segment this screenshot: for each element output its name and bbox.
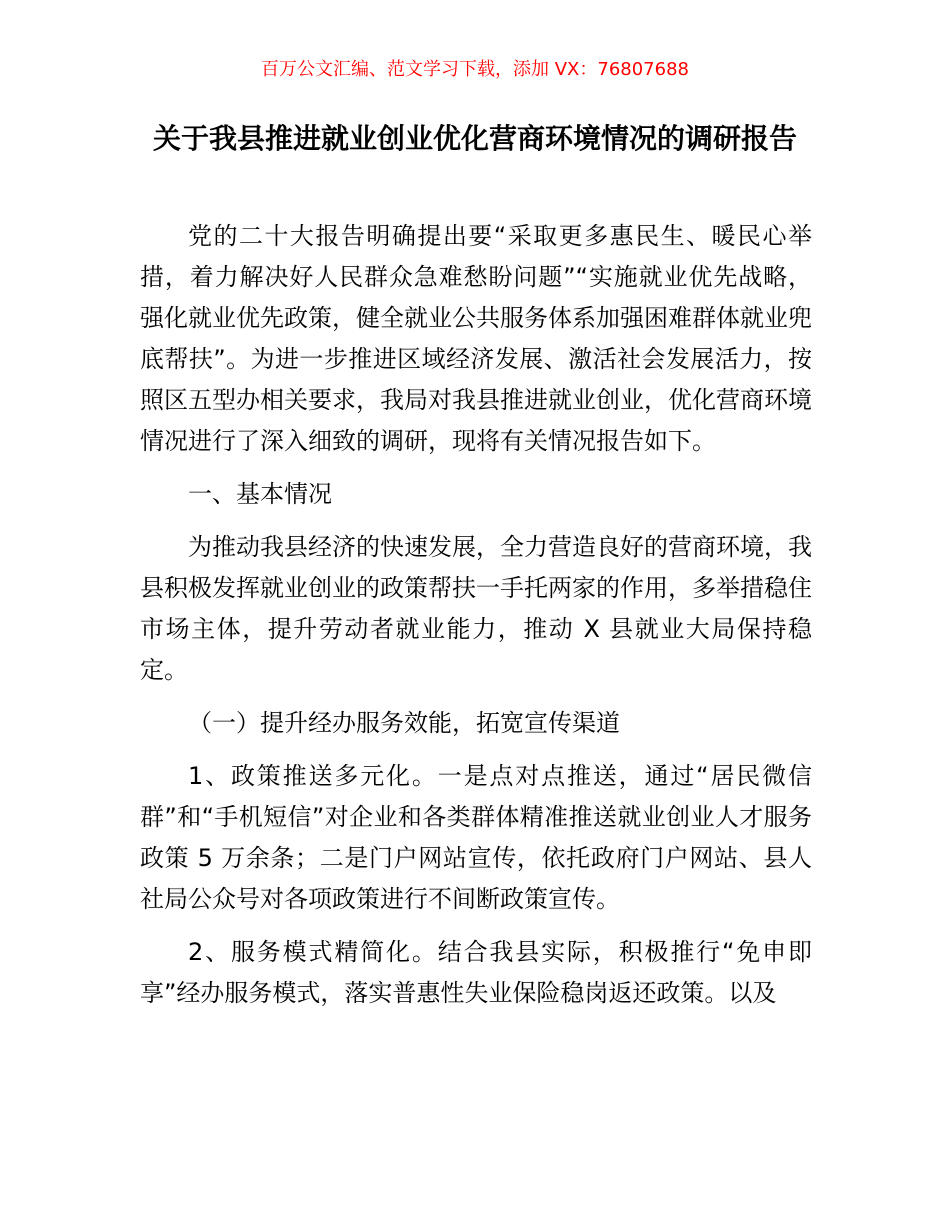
subsection-heading-1: （一）提升经办服务效能，拓宽宣传渠道: [188, 709, 620, 737]
watermark-header: 百万公文汇编、范文学习下载，添加 VX：76807688: [261, 59, 689, 80]
paragraph-item-2: 2、服务模式精简化。结合我县实际，积极推行“免申即享”经办服务模式，落实普惠性失业保险稳岗返还政策。以及: [140, 938, 812, 1007]
paragraph-item-1: 1、政策推送多元化。一是点对点推送，通过“居民微信群”和“手机短信”对企业和各类群体精准推送就业创业人才服务政策 5 万余条；二是门户网站宣传，依托政府门户网站、县人社局公众号对各项政策进行不间断政策宣传。: [140, 762, 812, 913]
section-heading-basic: 一、基本情况: [188, 480, 332, 508]
document-title: 关于我县推进就业创业优化营商环境情况的调研报告: [152, 122, 797, 155]
document-body: [140, 216, 812, 1026]
paragraph-intro: 党的二十大报告明确提出要“采取更多惠民生、暖民心举措，着力解决好人民群众急难愁盼问题”“实施就业优先战略，强化就业优先政策，健全就业公共服务体系加强困难群体就业兜底帮扶”。为进一步推进区域经济发展、激活社会发展活力，按照区五型办相关要求，我局对我县推进就业创业，优化营商环境情况进行了深入细致的调研，现将有关情况报告如下。: [140, 222, 812, 455]
paragraph-basic: 为推动我县经济的快速发展，全力营造良好的营商环境，我县积极发挥就业创业的政策帮扶一手托两家的作用，多举措稳住市场主体，提升劳动者就业能力，推动 X 县就业大局保持稳定。: [140, 533, 812, 684]
